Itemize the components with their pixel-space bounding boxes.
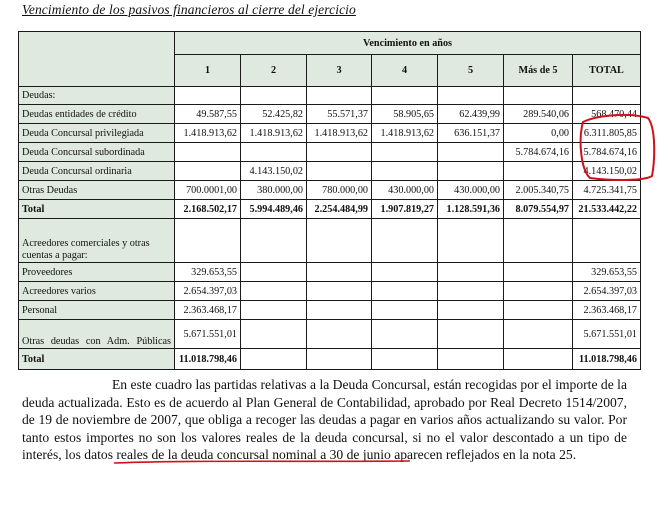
value-cell: 5.784.674,16	[573, 143, 641, 162]
row-label: Total	[19, 349, 175, 370]
value-cell	[438, 263, 504, 282]
value-cell: 568.470,44	[573, 105, 641, 124]
value-cell: 0,00	[504, 124, 573, 143]
value-cell	[175, 143, 241, 162]
column-header: 2	[241, 55, 307, 87]
value-cell	[241, 263, 307, 282]
value-cell	[241, 143, 307, 162]
value-cell: 5.994.489,46	[241, 200, 307, 219]
value-cell	[438, 143, 504, 162]
row-label: Deuda Concursal privilegiada	[19, 124, 175, 143]
value-cell: 55.571,37	[307, 105, 372, 124]
value-cell: 4.725.341,75	[573, 181, 641, 200]
total-row	[19, 200, 641, 219]
value-cell: 1.418.913,62	[372, 124, 438, 143]
value-cell: 4.143.150,02	[241, 162, 307, 181]
value-cell	[175, 162, 241, 181]
group-header: Vencimiento en años	[175, 32, 641, 55]
row-label: Deudas entidades de crédito	[19, 105, 175, 124]
value-cell: 430.000,00	[438, 181, 504, 200]
total-row	[19, 349, 641, 370]
row-label: Proveedores	[19, 263, 175, 282]
column-header: 1	[175, 55, 241, 87]
value-cell: 8.079.554,97	[504, 200, 573, 219]
row-label: Deuda Concursal ordinaria	[19, 162, 175, 181]
value-cell: 1.418.913,62	[307, 124, 372, 143]
value-cell: 5.671.551,01	[573, 320, 641, 349]
value-cell: 2.254.484,99	[307, 200, 372, 219]
header-corner-cell	[19, 32, 175, 87]
value-cell: 780.000,00	[307, 181, 372, 200]
value-cell	[372, 143, 438, 162]
value-cell	[504, 349, 573, 370]
column-header: 3	[307, 55, 372, 87]
value-cell	[372, 349, 438, 370]
table-row	[19, 143, 641, 162]
value-cell: 289.540,06	[504, 105, 573, 124]
table-row	[19, 124, 641, 143]
value-cell: 2.654.397,03	[573, 282, 641, 301]
value-cell	[438, 349, 504, 370]
value-cell: 62.439,99	[438, 105, 504, 124]
value-cell	[307, 162, 372, 181]
value-cell	[372, 320, 438, 349]
value-cell	[372, 301, 438, 320]
column-header: 4	[372, 55, 438, 87]
value-cell: 6.311.805,85	[573, 124, 641, 143]
value-cell: 4.143.150,02	[573, 162, 641, 181]
table-row	[19, 181, 641, 200]
value-cell: 52.425,82	[241, 105, 307, 124]
row-label: Otras deudas con Adm. Públicas	[19, 320, 175, 349]
value-cell	[307, 349, 372, 370]
liabilities-maturity-table	[18, 31, 641, 370]
value-cell: 2.654.397,03	[175, 282, 241, 301]
row-label: Deuda Concursal subordinada	[19, 143, 175, 162]
value-cell: 1.418.913,62	[175, 124, 241, 143]
value-cell	[504, 282, 573, 301]
table-row	[19, 282, 641, 301]
value-cell: 380.000,00	[241, 181, 307, 200]
value-cell: 329.653,55	[175, 263, 241, 282]
column-header: TOTAL	[573, 55, 641, 87]
column-header: 5	[438, 55, 504, 87]
row-label: Total	[19, 200, 175, 219]
value-cell	[438, 301, 504, 320]
value-cell: 5.784.674,16	[504, 143, 573, 162]
value-cell: 2.363.468,17	[573, 301, 641, 320]
value-cell	[307, 320, 372, 349]
column-header: Más de 5	[504, 55, 573, 87]
value-cell	[504, 320, 573, 349]
table-heading: Vencimiento de los pasivos financieros al cierre del ejercicio	[22, 2, 356, 17]
value-cell	[241, 320, 307, 349]
value-cell	[438, 320, 504, 349]
value-cell	[504, 301, 573, 320]
table-row	[19, 320, 641, 349]
value-cell: 1.418.913,62	[241, 124, 307, 143]
value-cell: 430.000,00	[372, 181, 438, 200]
paragraph-text: En este cuadro las partidas relativas a la Deuda Concursal, están recogidas por el importe de la deuda actualizada. Esto es de acuerdo al Plan General de Contabilidad, aprobado por Real Decreto 1514/2007, de 19 de noviembre de 2007, que obliga a recoger las deudas a pagar en varios años actualizando su valor. Por tanto estos importes no son los valores reales de la deuda concursal, si no el valor descontado a un tipo de interés, los datos reales de la deuda concursal nominal a 30 de junio aparecen reflejados en la nota 25.	[22, 377, 627, 463]
value-cell	[307, 301, 372, 320]
row-label: Otras Deudas	[19, 181, 175, 200]
value-cell: 2.168.502,17	[175, 200, 241, 219]
row-label: Acreedores varios	[19, 282, 175, 301]
value-cell	[307, 143, 372, 162]
value-cell: 21.533.442,22	[573, 200, 641, 219]
value-cell: 1.128.591,36	[438, 200, 504, 219]
value-cell	[241, 349, 307, 370]
value-cell: 700.0001,00	[175, 181, 241, 200]
value-cell	[307, 282, 372, 301]
section-title-acreedores: Acreedores comerciales y otras cuentas a pagar:	[19, 219, 175, 263]
value-cell: 5.671.551,01	[175, 320, 241, 349]
table-row	[19, 162, 641, 181]
value-cell	[241, 301, 307, 320]
explanatory-paragraph	[22, 376, 627, 464]
value-cell	[307, 263, 372, 282]
row-label: Personal	[19, 301, 175, 320]
value-cell	[438, 282, 504, 301]
value-cell	[372, 263, 438, 282]
value-cell: 11.018.798,46	[175, 349, 241, 370]
value-cell	[372, 282, 438, 301]
value-cell: 2.005.340,75	[504, 181, 573, 200]
value-cell	[438, 162, 504, 181]
value-cell: 1.907.819,27	[372, 200, 438, 219]
table-row	[19, 263, 641, 282]
section-title-deudas: Deudas:	[19, 87, 175, 105]
value-cell	[504, 263, 573, 282]
value-cell	[504, 162, 573, 181]
value-cell: 2.363.468,17	[175, 301, 241, 320]
value-cell	[241, 282, 307, 301]
table-row	[19, 105, 641, 124]
value-cell: 636.151,37	[438, 124, 504, 143]
value-cell: 49.587,55	[175, 105, 241, 124]
table-row	[19, 301, 641, 320]
value-cell	[372, 162, 438, 181]
value-cell: 329.653,55	[573, 263, 641, 282]
value-cell: 11.018.798,46	[573, 349, 641, 370]
value-cell: 58.905,65	[372, 105, 438, 124]
